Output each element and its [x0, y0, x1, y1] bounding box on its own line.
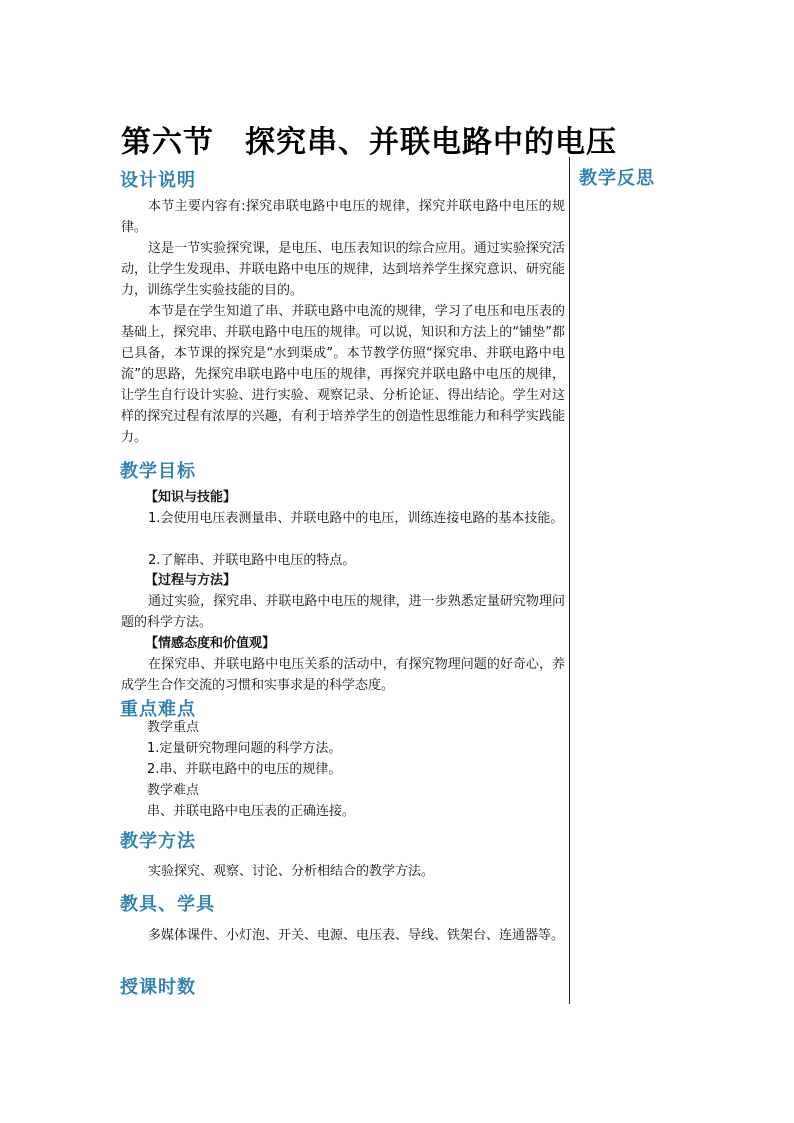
- design-heading: 设计说明: [120, 170, 196, 191]
- reflection-heading: 教学反思: [579, 168, 655, 189]
- focus-item-1: 1.定量研究物理问题的科学方法。: [147, 741, 342, 756]
- emotion-text: 在探究串、并联电路中电压关系的活动中，有探究物理问题的好奇心，养成学生合作交流的习惯和实事求是的科学态度。: [121, 657, 565, 693]
- objectives-heading: 教学目标: [120, 461, 196, 482]
- column-divider: [569, 157, 570, 1004]
- methods-heading: 教学方法: [120, 831, 196, 852]
- key-points-heading: 重点难点: [120, 699, 196, 720]
- page-title: 第六节 探究串、并联电路中的电压: [121, 125, 617, 160]
- design-paragraph-3: 本节是在学生知道了串、并联电路中电流的规律，学习了电压和电压表的基础上，探究串、并联电路中电压的规律。可以说，知识和方法上的“铺垫”都已具备，本节课的探究是“水到渠成”。本节教学仿照“探究串、并联电路中电流”的思路，先探究串联电路中电压的规律，再探究并联电路中电压的规律，让学生自行设计实验、进行实验、观察记录、分析论证、得出结论。学生对这样的探究过程有浓厚的兴趣，有利于培养学生的创造性思维能力和科学实践能力。: [121, 304, 565, 445]
- knowledge-item-1: 1.会使用电压表测量串、并联电路中的电压，训练连接电路的基本技能。: [148, 511, 564, 526]
- knowledge-item-2: 2.了解串、并联电路中电压的特点。: [148, 553, 356, 568]
- tools-heading: 教具、学具: [120, 894, 215, 915]
- knowledge-label: 【知识与技能】: [145, 490, 237, 505]
- tools-text: 多媒体课件、小灯泡、开关、电源、电压表、导线、铁架台、连通器等。: [148, 928, 565, 943]
- focus-label: 教学重点: [147, 720, 200, 735]
- hours-heading: 授课时数: [120, 977, 196, 998]
- process-text: 通过实验，探究串、并联电路中电压的规律，进一步熟悉定量研究物理问题的科学方法。: [121, 594, 565, 630]
- design-paragraph-1: 本节主要内容有:探究串联电路中电压的规律，探究并联电路中电压的规律。: [121, 199, 565, 235]
- design-paragraph-2: 这是一节实验探究课，是电压、电压表知识的综合应用。通过实验探究活动，让学生发现串、并联电路中电压的规律，达到培养学生探究意识、研究能力，训练学生实验技能的目的。: [121, 241, 565, 298]
- process-label: 【过程与方法】: [145, 573, 237, 588]
- emotion-label: 【情感态度和价值观】: [145, 636, 276, 651]
- difficulty-label: 教学难点: [147, 783, 200, 798]
- focus-item-2: 2.串、并联电路中的电压的规律。: [147, 762, 342, 777]
- difficulty-item-1: 串、并联电路中电压表的正确连接。: [147, 804, 356, 819]
- methods-text: 实验探究、观察、讨论、分析相结合的教学方法。: [148, 864, 435, 879]
